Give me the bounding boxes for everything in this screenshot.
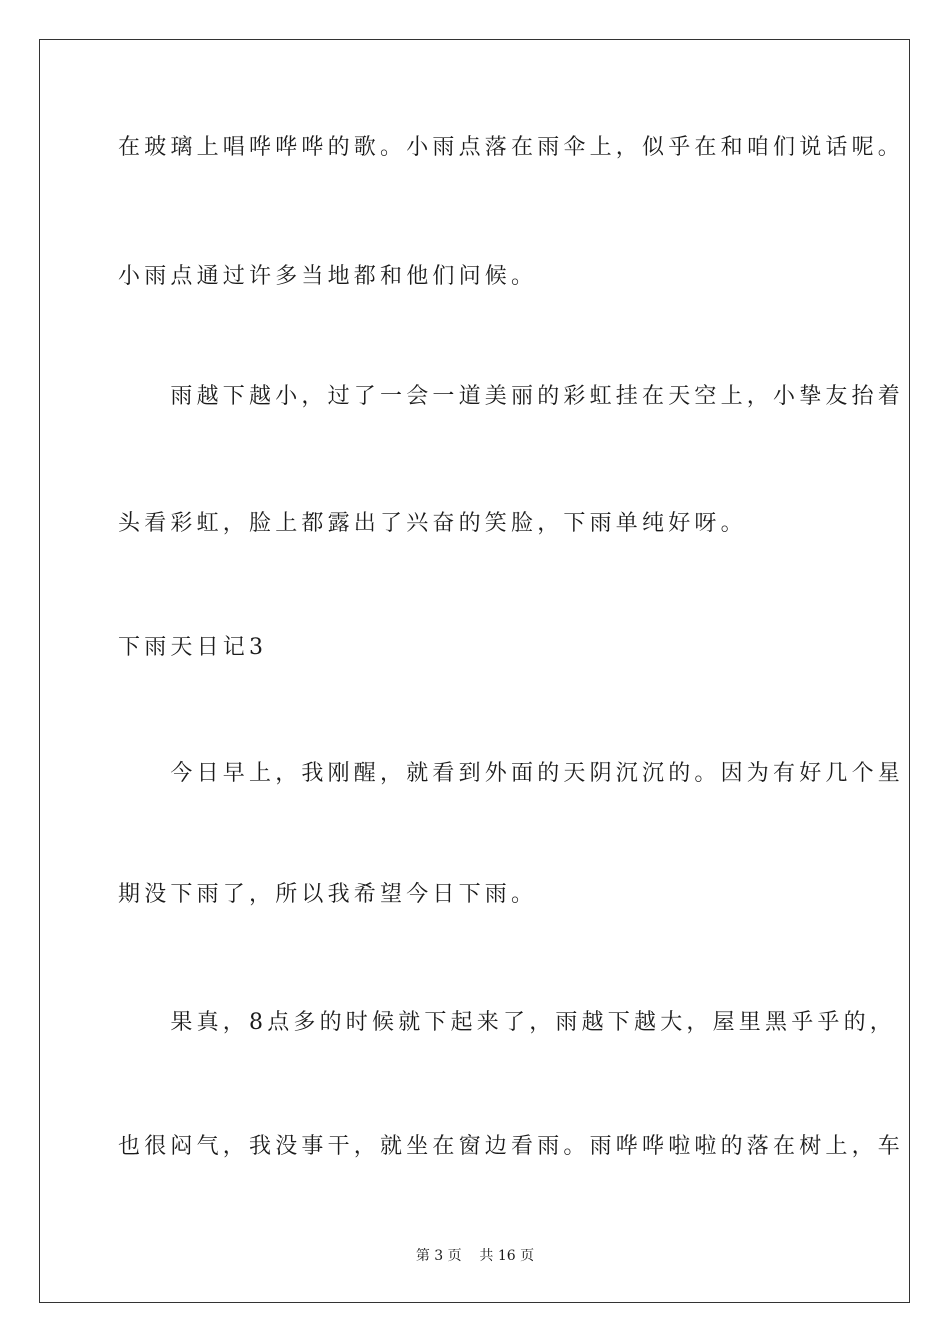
paragraph-line-8: 也很闷气，我没事干，就坐在窗边看雨。雨哗哗啦啦的落在树上，车 — [118, 1134, 905, 1159]
paragraph-line-6: 期没下雨了，所以我希望今日下雨。 — [118, 882, 538, 907]
paragraph-line-7: 果真，8点多的时候就下起来了，雨越下越大，屋里黑乎乎的， — [118, 1010, 896, 1035]
paragraph-line-3: 雨越下越小，过了一会一道美丽的彩虹挂在天空上，小挚友抬着 — [118, 384, 905, 409]
paragraph-line-5: 今日早上，我刚醒，就看到外面的天阴沉沉的。因为有好几个星 — [118, 761, 905, 786]
page-border — [39, 39, 910, 1303]
paragraph-line-1: 在玻璃上唱哗哗哗的歌。小雨点落在雨伞上，似乎在和咱们说话呢。 — [118, 135, 905, 160]
page-number-footer: 第 3 页 共 16 页 — [415, 1248, 535, 1264]
paragraph-line-4: 头看彩虹，脸上都露出了兴奋的笑脸，下雨单纯好呀。 — [118, 511, 747, 536]
paragraph-line-2: 小雨点通过许多当地都和他们问候。 — [118, 264, 538, 289]
section-heading: 下雨天日记3 — [118, 635, 268, 660]
